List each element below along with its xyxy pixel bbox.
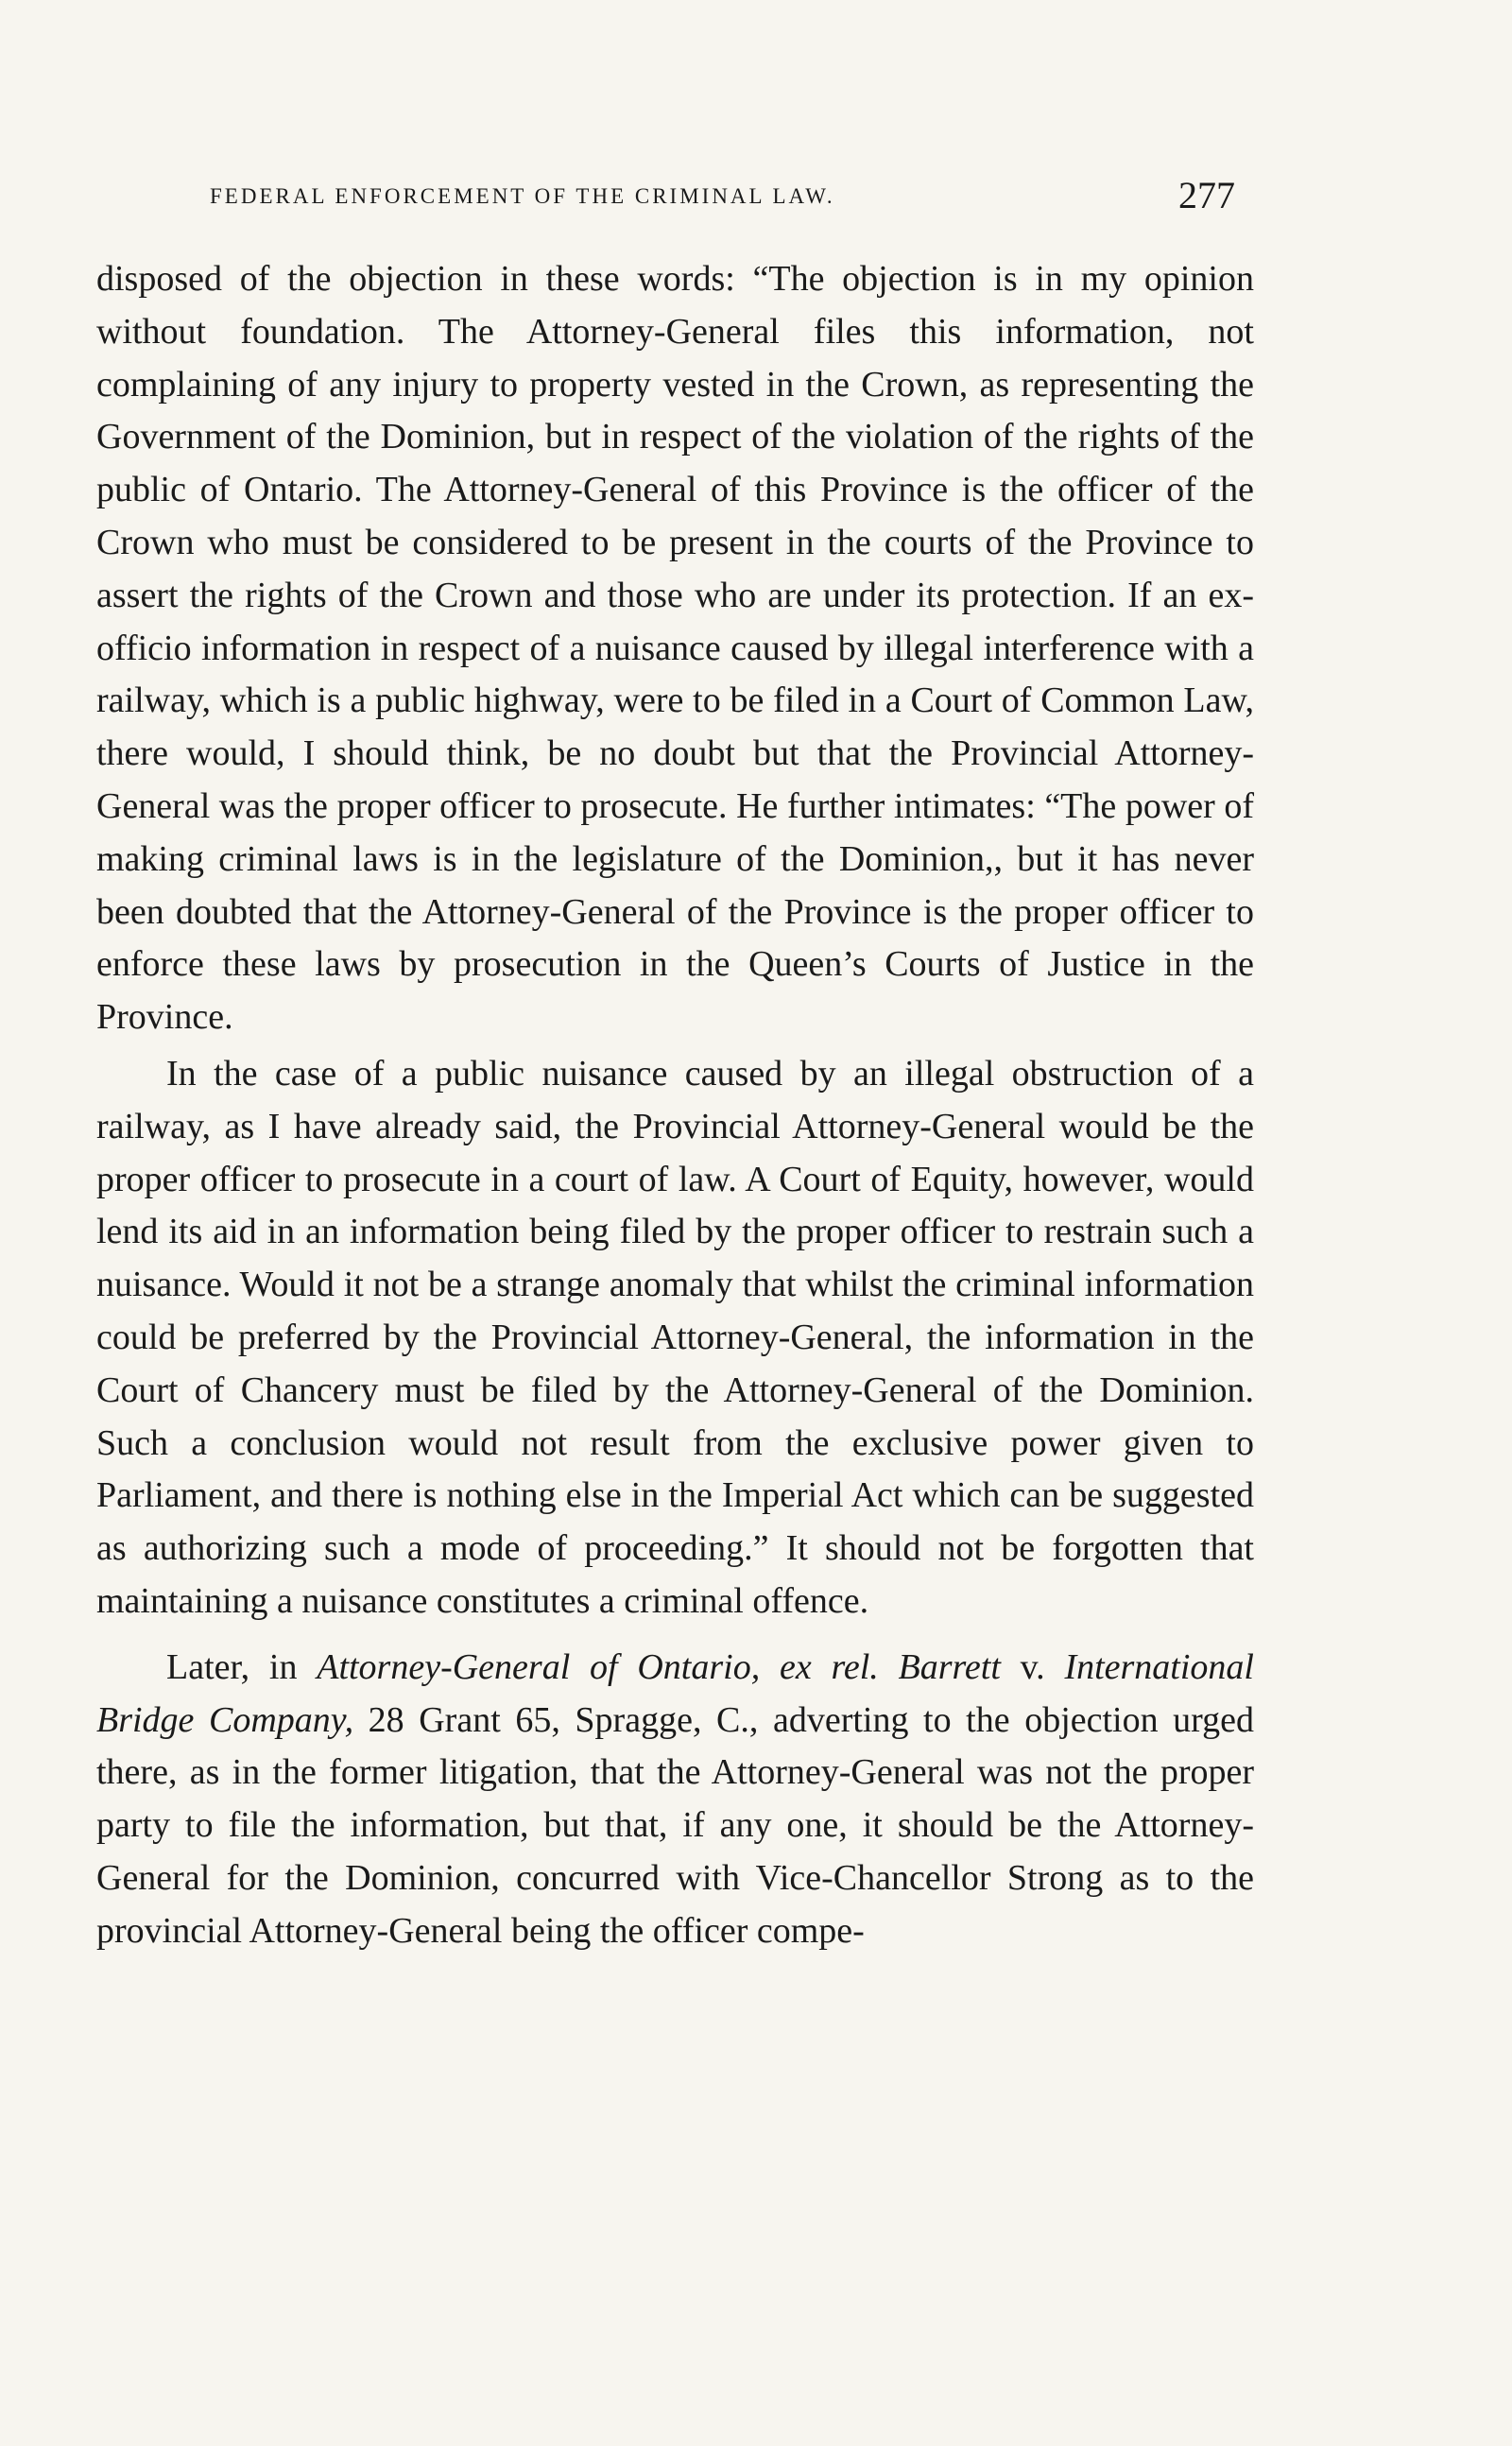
page-number: 277 (1178, 174, 1235, 216)
running-head (210, 173, 1235, 220)
paragraph-1: disposed of the objection in these words: “The objection is in my opinion without foundation. The Attorney-General files this information, not complaining of any injury to property vested in the Crown, as representing the Government of the Dominion, but in respect of the violation of the rights of the public of Ontario. The Attorney-General of this Province is the officer of the Crown who must be considered to be present in the courts of the Province to assert the rights of the Crown and those who are under its protection. If an ex-officio information in respect of a nuisance caused by illegal interference with a railway, which is a public highway, were to be filed in a Court of Common Law, there would, I should think, be no doubt but that the Provincial Attorney-General was the proper officer to prosecute. He further intimates: “The power of making criminal laws is in the legislature of the Dominion,, but it has never been doubted that the Attorney-General of the Province is the proper officer to enforce these laws by prosecution in the Queen’s Courts of Justice in the Province. (96, 259, 1254, 1038)
paragraph-2: In the case of a public nuisance caused by an illegal obstruction of a railway, as I have already said, the Provincial Attorney-General would be the proper officer to prosecute in a court of law. A Court of Equity, however, would lend its aid in an information being filed by the proper officer to restrain such a nuisance. Would it not be a strange anomaly that whilst the criminal information could be preferred by the Provincial Attorney-General, the information in the Court of Chancery must be filed by the Attorney-General of the Dominion. Such a conclusion would not result from the exclusive power given to Parliament, and there is nothing else in the Imperial Act which can be suggested as authorizing such a mode of proceeding.” It should not be forgotten that maintaining a nuisance constitutes a criminal offence. (96, 1053, 1254, 1621)
paragraph-3-lead: Later, in (166, 1646, 318, 1687)
body-text (96, 253, 1254, 1958)
paragraph-3-text: 28 Grant 65, Spragge, C., adverting to the objection urged there, as in the former litigation, that the Attorney-General was not the proper party to file the information, but that, if any one, it should be the Attorney-General for the Dominion, concurred with Vice-Chancellor Strong as to the provincial Attorney-General being the officer compe- (96, 1699, 1255, 1951)
case-name-defendant: International Bridge Company, (96, 1646, 1254, 1740)
case-name-plaintiff: Attorney-General of Ontario, ex rel. Barrett (317, 1646, 1001, 1687)
paragraph-3 (96, 1642, 1254, 1958)
running-title: FEDERAL ENFORCEMENT OF THE CRIMINAL LAW. (210, 184, 835, 208)
case-versus: v. (1000, 1646, 1065, 1687)
